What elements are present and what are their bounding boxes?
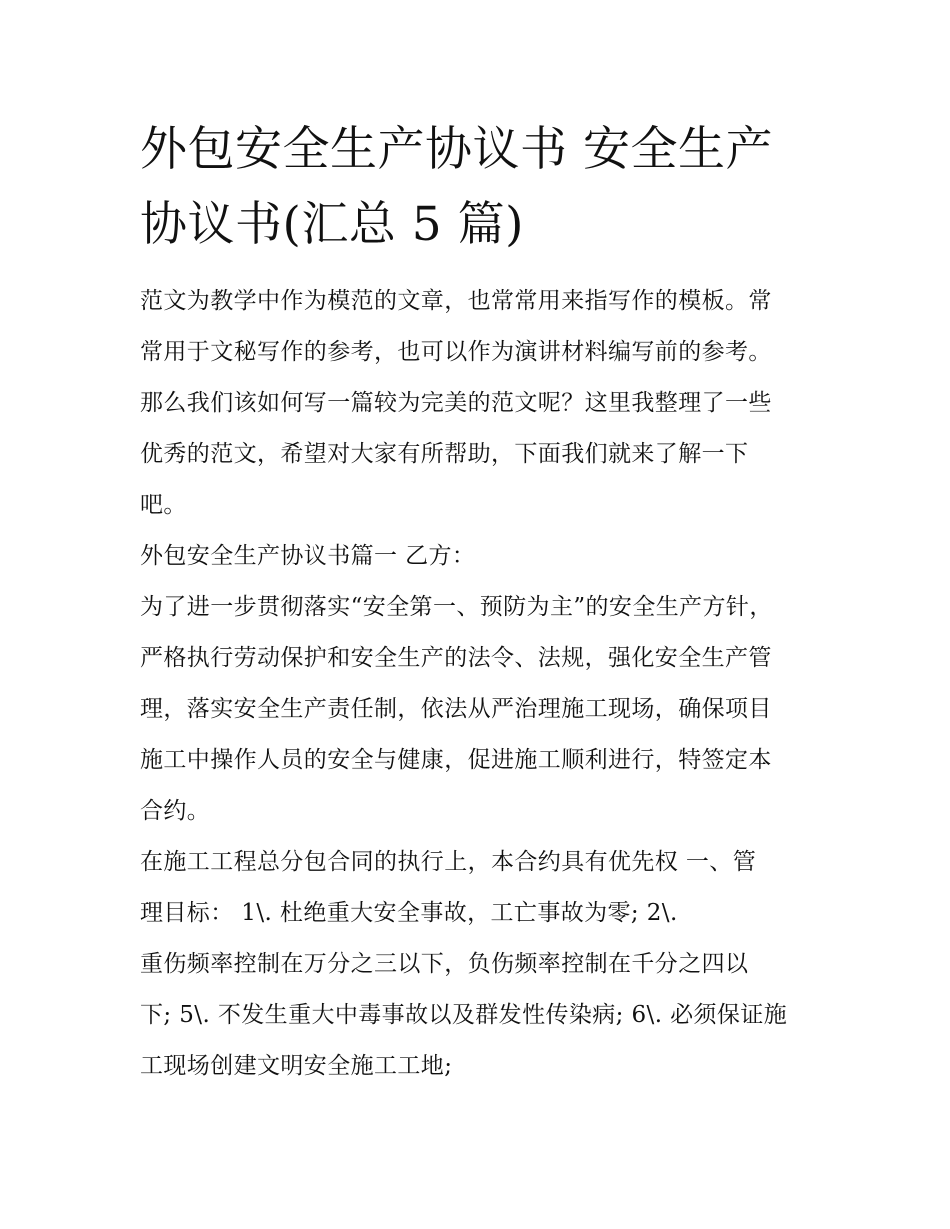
body-line: 理目标： 1\. 杜绝重大安全事故，工亡事故为零; 2\. (140, 900, 678, 926)
body-line: 那么我们该如何写一篇较为完美的范文呢？这里我整理了一些 (140, 390, 772, 416)
title-line-1: 外包安全生产协议书 安全生产 (140, 122, 773, 177)
body-line: 严格执行劳动保护和安全生产的法令、法规，强化安全生产管 (140, 645, 772, 671)
body-line: 常用于文秘写作的参考，也可以作为演讲材料编写前的参考。 (140, 339, 772, 365)
body-line: 在施工工程总分包合同的执行上，本合约具有优先权 一、管 (140, 849, 757, 875)
body-line: 下; 5\. 不发生重大中毒事故以及群发性传染病; 6\. 必须保证施 (140, 1002, 788, 1028)
document-body (140, 276, 820, 1092)
body-line: 施工中操作人员的安全与健康，促进施工顺利进行，特签定本 (140, 747, 772, 773)
title-line-2: 协议书(汇总 5 篇) (140, 197, 524, 252)
document-title (140, 112, 830, 262)
body-line: 工现场创建文明安全施工工地; (140, 1053, 453, 1079)
body-line: 合约。 (140, 798, 211, 824)
body-line: 理，落实安全生产责任制，依法从严治理施工现场，确保项目 (140, 696, 772, 722)
body-line: 重伤频率控制在万分之三以下，负伤频率控制在千分之四以 (140, 951, 749, 977)
body-line: 范文为教学中作为模范的文章，也常常用来指写作的模板。常 (140, 288, 772, 314)
body-line: 优秀的范文，希望对大家有所帮助，下面我们就来了解一下 (140, 441, 749, 467)
section-heading: 外包安全生产协议书篇一 乙方： (140, 543, 476, 569)
body-line: 吧。 (140, 492, 187, 518)
body-line: 为了进一步贯彻落实“安全第一、预防为主”的安全生产方针， (140, 594, 773, 620)
